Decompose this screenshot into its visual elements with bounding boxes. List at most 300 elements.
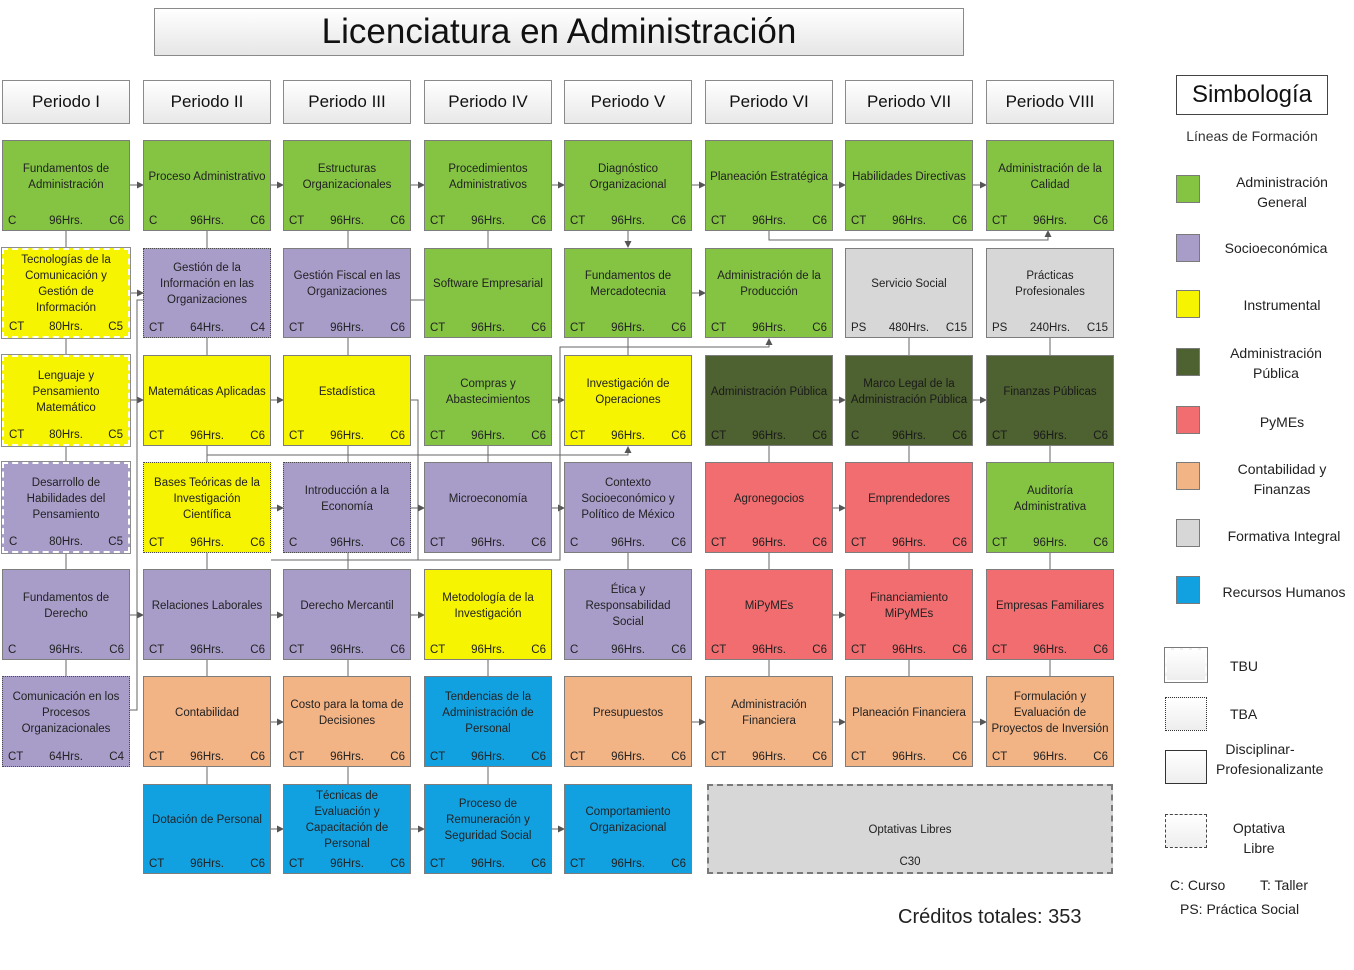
course-name: MiPyMEs: [744, 599, 794, 612]
course-name: Marco Legal de la Administración Pública: [850, 377, 968, 406]
course-credits: C6: [390, 322, 405, 334]
course-bases-teoricas: [143, 462, 271, 553]
legend-border-tbu: [1165, 648, 1207, 682]
course-comunicacion-en-los-procesos: [2, 676, 130, 767]
course-name: Planeación Financiera: [852, 706, 966, 719]
legend-border-label-tbu: TBU: [1230, 658, 1258, 674]
course-hours: 80Hrs.: [49, 321, 83, 333]
course-hours: 96Hrs.: [1033, 537, 1067, 549]
course-name: Matemáticas Aplicadas: [148, 385, 266, 398]
course-meta: [425, 856, 551, 872]
course-name: Administración Financiera: [731, 698, 807, 727]
course-meta: [144, 320, 270, 336]
course-type: C: [149, 215, 158, 227]
course-credits: C6: [952, 430, 967, 442]
course-hours: 240Hrs.: [1029, 322, 1071, 334]
course-name: Gestión de la Información en las Organizaciones: [160, 262, 254, 306]
course-hours: 64Hrs.: [49, 751, 83, 763]
course-credits: C6: [250, 537, 265, 549]
course-type: CT: [149, 751, 165, 763]
course-proceso-de-remuneracion: [424, 784, 552, 874]
course-credits: C6: [531, 215, 546, 227]
course-credits: C6: [812, 215, 827, 227]
course-type: CT: [430, 858, 446, 870]
course-credits: C6: [390, 537, 405, 549]
course-marco-legal: [845, 355, 973, 446]
course-name: Finanzas Públicas: [1003, 385, 1097, 398]
course-hours: 96Hrs.: [471, 537, 505, 549]
course-meta: [144, 213, 270, 229]
course-name: Metodología de la Investigación: [442, 591, 534, 620]
course-name: Auditoría Administrativa: [1013, 484, 1087, 513]
course-auditoria-administrativa: [986, 462, 1114, 553]
course-hours: 64Hrs.: [190, 322, 224, 334]
course-name: Empresas Familiares: [996, 599, 1104, 612]
course-credits: C6: [812, 644, 827, 656]
legend-label-rrhh: Recursos Humanos: [1222, 584, 1346, 600]
course-type: CT: [289, 751, 305, 763]
course-hours: 480Hrs.: [888, 322, 930, 334]
course-procedimientos-administrativos: [424, 140, 552, 231]
course-meta: [706, 749, 832, 765]
course-contexto-socioeconomico: [564, 462, 692, 553]
course-finanzas-publicas: [986, 355, 1114, 446]
course-meta: [565, 320, 691, 336]
course-name: Planeación Estratégica: [710, 170, 828, 183]
course-microeconomia: [424, 462, 552, 553]
course-type: CT: [711, 537, 727, 549]
course-hours: 96Hrs.: [330, 858, 364, 870]
course-contabilidad: [143, 676, 271, 767]
legend-border-label-optativa: Optativa Libre: [1232, 820, 1286, 856]
course-meta: [284, 749, 410, 765]
course-meta: [987, 428, 1113, 444]
course-proceso-administrativo: [143, 140, 271, 231]
course-credits: C6: [250, 751, 265, 763]
legend-subtitle: Líneas de Formación: [1186, 128, 1318, 144]
course-credits: C5: [108, 321, 123, 333]
course-credits: C6: [531, 430, 546, 442]
course-formulacion-y-evaluacion-de-proyectos: [986, 676, 1114, 767]
course-type: CT: [711, 751, 727, 763]
course-type: CT: [851, 751, 867, 763]
course-hours: 96Hrs.: [190, 215, 224, 227]
course-hours: 96Hrs.: [752, 430, 786, 442]
legend-swatch-admin-publica: [1176, 348, 1200, 376]
period-header-6: Periodo VI: [705, 80, 833, 124]
course-name: Comunicación en los Procesos Organizacionales: [12, 690, 120, 735]
course-type: CT: [992, 537, 1008, 549]
course-meta: [284, 642, 410, 658]
course-relaciones-laborales: [143, 569, 271, 660]
period-header-1: Periodo I: [2, 80, 130, 124]
course-credits: C6: [531, 644, 546, 656]
course-hours: 96Hrs.: [892, 537, 926, 549]
optativas-credits: C30: [899, 856, 921, 868]
course-tecnicas-de-evaluacion: [283, 784, 411, 874]
course-type: CT: [289, 858, 305, 870]
course-name: Microeconomía: [448, 492, 528, 505]
course-name: Fundamentos de Mercadotecnia: [584, 270, 672, 298]
course-credits: C6: [671, 430, 686, 442]
course-lenguaje-y-pensamiento-matematico: [2, 355, 130, 446]
course-desarrollo-de-habilidades: [2, 462, 130, 553]
course-meta: [144, 428, 270, 444]
course-credits: C6: [109, 215, 124, 227]
course-hours: 96Hrs.: [611, 430, 645, 442]
period-header-4: Periodo IV: [424, 80, 552, 124]
course-credits: C5: [108, 536, 123, 548]
course-type: CT: [8, 751, 24, 763]
legend-border-label-disciplinar: Disciplinar-Profesionalizante: [1216, 741, 1324, 777]
course-emprendedores: [845, 462, 973, 553]
course-habilidades-directivas: [845, 140, 973, 231]
course-name: Administración Pública: [710, 385, 828, 398]
legend-label-socioeconomica: Socioeconómica: [1224, 240, 1328, 256]
course-meta: [144, 535, 270, 551]
course-type: CT: [570, 858, 586, 870]
course-name: Tecnologías de la Comunicación y Gestión de Información: [21, 254, 111, 314]
course-type: CT: [992, 215, 1008, 227]
course-type: CT: [570, 322, 586, 334]
course-type: CT: [851, 644, 867, 656]
course-fundamentos-de-mercadotecnia: [564, 248, 692, 338]
course-type: CT: [149, 322, 165, 334]
course-hours: 80Hrs.: [49, 536, 83, 548]
course-meta: [284, 856, 410, 872]
course-type: C: [851, 430, 860, 442]
course-type: CT: [430, 644, 446, 656]
course-hours: 96Hrs.: [611, 537, 645, 549]
course-meta: [846, 535, 972, 551]
course-name: Tendencias de la Administración de Personal: [442, 690, 534, 735]
course-meta: [846, 642, 972, 658]
course-hours: 96Hrs.: [892, 751, 926, 763]
course-meta: [144, 642, 270, 658]
course-meta: [846, 428, 972, 444]
course-name: Estructuras Organizacionales: [302, 162, 392, 191]
course-type: CT: [149, 858, 165, 870]
period-header-5: Periodo V: [564, 80, 692, 124]
course-hours: 96Hrs.: [752, 751, 786, 763]
course-hours: 96Hrs.: [330, 322, 364, 334]
course-name: Fundamentos de Derecho: [22, 591, 110, 620]
course-name: Ética y Responsabilidad Social: [585, 583, 671, 628]
course-hours: 96Hrs.: [471, 430, 505, 442]
course-introduccion-a-la-economia: [283, 462, 411, 553]
course-type: C: [9, 536, 18, 548]
course-credits: C6: [671, 537, 686, 549]
course-name: Proceso de Remuneración y Seguridad Social: [444, 798, 532, 842]
course-type: CT: [570, 430, 586, 442]
course-administracion-publica: [705, 355, 833, 446]
course-hours: 96Hrs.: [611, 215, 645, 227]
course-hours: 96Hrs.: [330, 215, 364, 227]
course-name: Costo para la toma de Decisiones: [290, 698, 404, 727]
course-financiamiento-mipymes: [845, 569, 973, 660]
course-name: Contexto Socioeconómico y Político de México: [581, 476, 675, 521]
course-name: Emprendedores: [868, 492, 950, 505]
course-credits: C6: [1093, 537, 1108, 549]
course-type: CT: [851, 537, 867, 549]
course-credits: C6: [250, 644, 265, 656]
course-credits: C6: [250, 858, 265, 870]
course-credits: C6: [1093, 215, 1108, 227]
course-agronegocios: [705, 462, 833, 553]
course-name: Compras y Abastecimientos: [445, 377, 531, 406]
course-type: C: [8, 215, 17, 227]
course-type: CT: [289, 215, 305, 227]
course-type: CT: [149, 430, 165, 442]
course-meta: [144, 856, 270, 872]
course-hours: 96Hrs.: [471, 858, 505, 870]
course-type: C: [289, 537, 298, 549]
course-type: CT: [992, 430, 1008, 442]
course-credits: C6: [531, 751, 546, 763]
course-credits: C5: [108, 429, 123, 441]
course-hours: 96Hrs.: [892, 644, 926, 656]
course-meta: [3, 213, 129, 229]
course-name: Investigación de Operaciones: [586, 377, 670, 406]
course-name: Técnicas de Evaluación y Capacitación de Personal: [305, 790, 389, 850]
course-name: Financiamiento MiPyMEs: [870, 591, 948, 620]
course-meta: [846, 213, 972, 229]
course-credits: C6: [390, 751, 405, 763]
legend-label-instrumental: Instrumental: [1243, 297, 1321, 313]
course-administracion-financiera: [705, 676, 833, 767]
course-meta: [425, 428, 551, 444]
course-credits: C6: [1093, 430, 1108, 442]
course-empresas-familiares: [986, 569, 1114, 660]
course-name: Software Empresarial: [433, 278, 543, 290]
course-credits: C6: [952, 215, 967, 227]
course-name: Presupuestos: [592, 706, 664, 719]
course-meta: [284, 320, 410, 336]
course-dotacion-de-personal: [143, 784, 271, 874]
course-hours: 80Hrs.: [49, 429, 83, 441]
course-credits: C6: [952, 644, 967, 656]
legend-swatch-contabilidad: [1176, 462, 1200, 490]
course-type: CT: [430, 537, 446, 549]
course-name: Gestión Fiscal en las Organizaciones: [293, 270, 401, 298]
course-type: CT: [430, 751, 446, 763]
course-credits: C6: [390, 215, 405, 227]
course-hours: 96Hrs.: [892, 430, 926, 442]
course-name: Formulación y Evaluación de Proyectos de Inversión: [991, 690, 1109, 735]
course-name: Derecho Mercantil: [300, 599, 394, 612]
course-meta: [706, 535, 832, 551]
course-meta: [425, 320, 551, 336]
course-meta: [4, 319, 128, 335]
course-name: Agronegocios: [733, 492, 805, 505]
course-meta: [987, 320, 1113, 336]
period-header-3: Periodo III: [283, 80, 411, 124]
course-hours: 96Hrs.: [1033, 430, 1067, 442]
course-practicas-profesionales: [986, 248, 1114, 338]
course-hours: 96Hrs.: [471, 751, 505, 763]
course-meta: [565, 213, 691, 229]
course-hours: 96Hrs.: [892, 215, 926, 227]
course-meta: [284, 428, 410, 444]
course-credits: C6: [531, 322, 546, 334]
course-credits: C6: [531, 537, 546, 549]
course-investigacion-de-operaciones: [564, 355, 692, 446]
course-type: CT: [711, 322, 727, 334]
course-hours: 96Hrs.: [611, 751, 645, 763]
legend-abbr-taller: T: Taller: [1260, 877, 1308, 893]
course-hours: 96Hrs.: [752, 644, 786, 656]
course-meta: [4, 534, 128, 550]
course-metodologia-de-la-investigacion: [424, 569, 552, 660]
course-meta: [284, 535, 410, 551]
legend-swatch-admin-general: [1176, 175, 1200, 203]
course-type: PS: [992, 322, 1008, 334]
course-name: Prácticas Profesionales: [1015, 270, 1085, 298]
course-hours: 96Hrs.: [49, 215, 83, 227]
course-type: CT: [9, 429, 25, 441]
course-credits: C4: [250, 322, 265, 334]
course-meta: [846, 320, 972, 336]
course-comportamiento-organizacional: [564, 784, 692, 874]
course-meta: [3, 642, 129, 658]
course-gestion-fiscal: [283, 248, 411, 338]
course-name: Lenguaje y Pensamiento Matemático: [32, 369, 100, 414]
legend-label-formativa: Formativa Integral: [1227, 528, 1341, 544]
course-credits: C15: [1086, 322, 1108, 334]
course-hours: 96Hrs.: [330, 537, 364, 549]
course-diagnostico-organizacional: [564, 140, 692, 231]
course-tecnologias-de-la-comunicacion: [2, 248, 130, 338]
course-hours: 96Hrs.: [1033, 215, 1067, 227]
legend-title: Simbología: [1176, 75, 1328, 115]
legend-label-pymes: PyMEs: [1259, 414, 1305, 430]
course-costo-para-la-toma-de-decisiones: [283, 676, 411, 767]
course-credits: C6: [671, 644, 686, 656]
course-etica-y-responsabilidad-social: [564, 569, 692, 660]
course-type: CT: [570, 215, 586, 227]
course-type: CT: [149, 537, 165, 549]
course-compras-y-abastecimientos: [424, 355, 552, 446]
course-hours: 96Hrs.: [1033, 751, 1067, 763]
course-planeacion-estrategica: [705, 140, 833, 231]
course-credits: C6: [671, 322, 686, 334]
course-credits: C6: [250, 215, 265, 227]
course-servicio-social: [845, 248, 973, 338]
course-tendencias-de-la-administracion-de-personal: [424, 676, 552, 767]
course-administracion-de-la-calidad: [986, 140, 1114, 231]
course-credits: C6: [671, 858, 686, 870]
course-type: CT: [711, 644, 727, 656]
course-meta: [565, 749, 691, 765]
course-type: CT: [149, 644, 165, 656]
course-meta: [987, 749, 1113, 765]
course-type: CT: [570, 751, 586, 763]
course-hours: 96Hrs.: [49, 644, 83, 656]
course-type: CT: [289, 322, 305, 334]
course-name: Proceso Administrativo: [148, 170, 266, 183]
legend-border-disciplinar: [1165, 750, 1207, 784]
course-credits: C4: [109, 751, 124, 763]
course-hours: 96Hrs.: [330, 430, 364, 442]
course-type: C: [8, 644, 17, 656]
course-credits: C6: [1093, 644, 1108, 656]
course-mipymes: [705, 569, 833, 660]
period-header-8: Periodo VIII: [986, 80, 1114, 124]
course-credits: C15: [945, 322, 967, 334]
course-hours: 96Hrs.: [611, 644, 645, 656]
course-credits: C6: [531, 858, 546, 870]
course-name: Diagnóstico Organizacional: [589, 162, 667, 191]
course-estructuras-organizacionales: [283, 140, 411, 231]
legend-swatch-instrumental: [1176, 290, 1200, 318]
course-meta: [565, 856, 691, 872]
course-meta: [846, 749, 972, 765]
course-hours: 96Hrs.: [190, 430, 224, 442]
course-name: Bases Teóricas de la Investigación Científica: [154, 476, 260, 521]
course-fundamentos-de-derecho: [2, 569, 130, 660]
course-credits: C6: [390, 430, 405, 442]
course-name: Dotación de Personal: [152, 814, 262, 826]
course-hours: 96Hrs.: [752, 215, 786, 227]
legend-border-label-tba: TBA: [1230, 706, 1258, 722]
course-meta: [425, 642, 551, 658]
course-name: Administración de la Calidad: [998, 162, 1102, 191]
course-hours: 96Hrs.: [330, 751, 364, 763]
course-meta: [425, 535, 551, 551]
course-type: PS: [851, 322, 867, 334]
course-credits: C6: [109, 644, 124, 656]
course-meta: [706, 642, 832, 658]
course-meta: [284, 213, 410, 229]
course-credits: C6: [671, 751, 686, 763]
course-matematicas-aplicadas: [143, 355, 271, 446]
course-credits: C6: [390, 644, 405, 656]
course-type: CT: [289, 644, 305, 656]
course-type: CT: [430, 322, 446, 334]
legend-abbr-practica-social: PS: Práctica Social: [1180, 901, 1300, 917]
course-type: CT: [711, 215, 727, 227]
course-name: Fundamentos de Administración: [22, 162, 110, 191]
course-credits: C6: [812, 430, 827, 442]
course-hours: 96Hrs.: [471, 644, 505, 656]
course-name: Comportamiento Organizacional: [585, 806, 671, 834]
course-type: CT: [711, 430, 727, 442]
course-credits: C6: [1093, 751, 1108, 763]
course-name: Procedimientos Administrativos: [448, 162, 528, 191]
course-credits: C6: [952, 537, 967, 549]
course-optativas-libres: [707, 784, 1113, 874]
course-name: Servicio Social: [871, 278, 947, 290]
course-name: Relaciones Laborales: [151, 599, 263, 612]
course-hours: 96Hrs.: [190, 858, 224, 870]
course-credits: C6: [812, 751, 827, 763]
course-meta: [565, 642, 691, 658]
course-hours: 96Hrs.: [190, 644, 224, 656]
course-type: CT: [289, 430, 305, 442]
legend-label-admin-publica: Administración Pública: [1230, 345, 1322, 381]
course-name: Estadística: [318, 385, 376, 398]
course-hours: 96Hrs.: [471, 215, 505, 227]
course-meta: [425, 749, 551, 765]
course-type: CT: [9, 321, 25, 333]
course-hours: 96Hrs.: [611, 858, 645, 870]
course-hours: 96Hrs.: [1033, 644, 1067, 656]
legend-border-tba: [1165, 697, 1207, 731]
legend-swatch-formativa: [1176, 519, 1200, 547]
course-type: CT: [851, 215, 867, 227]
course-type: CT: [992, 644, 1008, 656]
course-administracion-de-la-produccion: [705, 248, 833, 338]
